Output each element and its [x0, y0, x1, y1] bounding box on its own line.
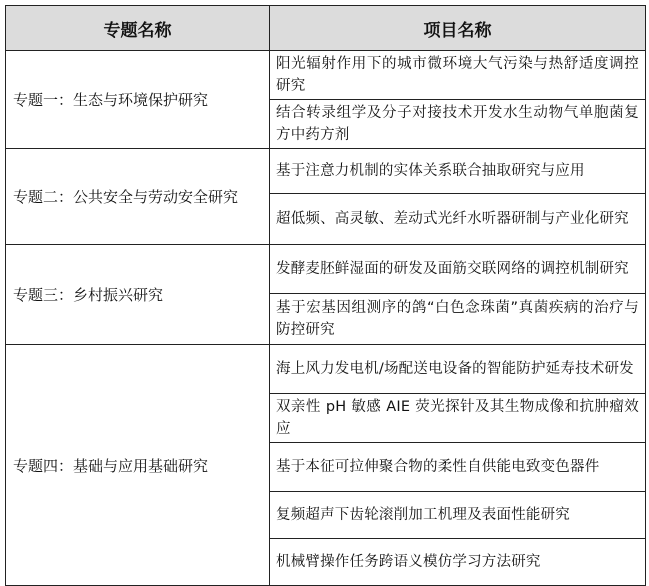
header-row	[6, 6, 646, 51]
topics-table	[5, 5, 646, 586]
project-cell: 机械臂操作任务跨语义模仿学习方法研究	[270, 539, 646, 586]
project-cell: 复频超声下齿轮滚削加工机理及表面性能研究	[270, 492, 646, 539]
project-cell: 发酵麦胚鲜湿面的研发及面筋交联网络的调控机制研究	[270, 245, 646, 294]
project-cell: 基于宏基因组测序的鸽“白色念珠菌”真菌疾病的治疗与防控研究	[270, 294, 646, 345]
project-cell: 超低频、高灵敏、差动式光纤水听器研制与产业化研究	[270, 194, 646, 245]
header-topic-name: 专题名称	[6, 6, 270, 51]
table-row	[6, 245, 646, 294]
project-cell: 海上风力发电机/场配送电设备的智能防护延寿技术研发	[270, 345, 646, 394]
topic-cell: 专题二：公共安全与劳动安全研究	[6, 149, 270, 245]
project-cell: 结合转录组学及分子对接技术开发水生动物气单胞菌复方中药方剂	[270, 100, 646, 149]
project-cell: 双亲性 pH 敏感 AIE 荧光探针及其生物成像和抗肿瘤效应	[270, 394, 646, 443]
table-row	[6, 149, 646, 194]
table-row	[6, 345, 646, 394]
table-row	[6, 51, 646, 100]
project-cell: 基于注意力机制的实体关系联合抽取研究与应用	[270, 149, 646, 194]
topic-cell: 专题三：乡村振兴研究	[6, 245, 270, 345]
project-cell: 基于本征可拉伸聚合物的柔性自供能电致变色器件	[270, 443, 646, 492]
header-project-name: 项目名称	[270, 6, 646, 51]
project-cell: 阳光辐射作用下的城市微环境大气污染与热舒适度调控研究	[270, 51, 646, 100]
topic-cell: 专题一：生态与环境保护研究	[6, 51, 270, 149]
topic-cell: 专题四：基础与应用基础研究	[6, 345, 270, 586]
